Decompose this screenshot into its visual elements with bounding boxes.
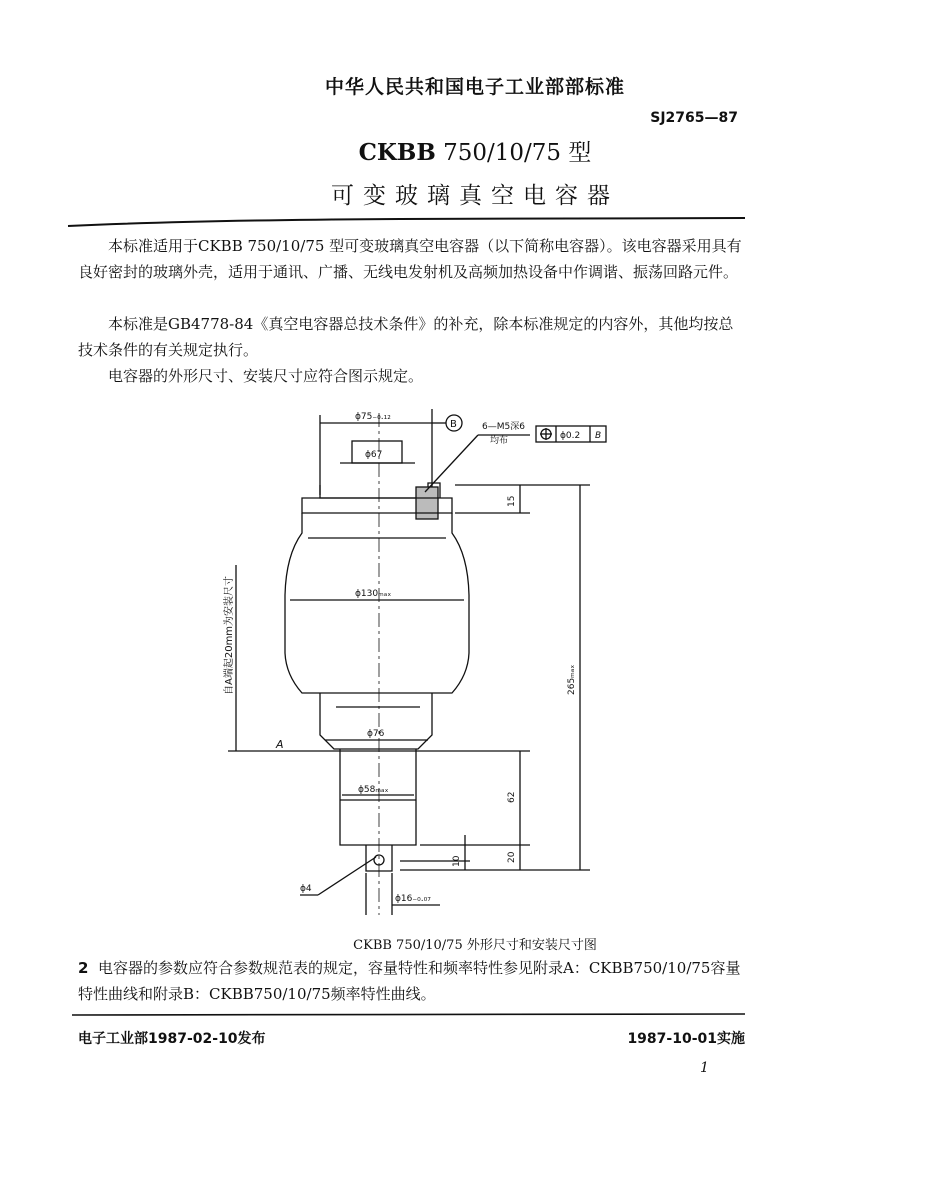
- model-prefix: CKBB: [358, 139, 436, 166]
- dim-15: 15: [507, 495, 517, 507]
- clause-text: 电容器的参数应符合参数规范表的规定，容量特性和频率特性参见附录A：CKBB750/10/75容量特性曲线和附录B：CKBB750/10/75频率特性曲线。: [78, 959, 741, 1003]
- clause-2: [78, 955, 746, 1007]
- dim-pin: ϕ16₋₀.₀₇: [395, 894, 431, 904]
- page-number: 1: [700, 1060, 709, 1076]
- dim-body: ϕ130ₘₐₓ: [355, 589, 392, 599]
- tolerance-value: ϕ0.2: [560, 431, 581, 441]
- outline-drawing: [0, 395, 950, 930]
- tolerance-datum: B: [595, 431, 602, 441]
- dim-hole: ϕ4: [300, 884, 312, 894]
- issue-date: 电子工业部1987-02-10发布: [78, 1031, 266, 1047]
- datum-a-label: A: [276, 738, 284, 751]
- dim-neck: ϕ76: [367, 729, 385, 739]
- issuing-organization: 中华人民共和国电子工业部部标准: [324, 76, 625, 98]
- dim-stem: ϕ58ₘₐₓ: [358, 785, 389, 795]
- dim-265: 265ₘₐₓ: [567, 664, 577, 695]
- installation-note: 自A端起20mm为安装尺寸: [224, 575, 235, 695]
- dim-20: 20: [507, 851, 517, 863]
- title-rule: [0, 0, 950, 240]
- paragraph-dimensions: 电容器的外形尺寸、安装尺寸应符合图示规定。: [108, 367, 424, 385]
- paragraph-scope: 本标准适用于CKBB 750/10/75 型可变玻璃真空电容器（以下简称电容器）。该电容器采用具有良好密封的玻璃外壳，适用于通讯、广播、无线电发射机及高频加热设备中作调谐、振荡回路元件。: [78, 237, 742, 281]
- datum-b-label: B: [450, 419, 457, 430]
- dim-top-diameter: ϕ75₋₀.₁₂: [355, 412, 391, 422]
- dim-10: 10: [452, 855, 462, 867]
- document-title-name: 可变玻璃真空电容器: [331, 183, 619, 209]
- effective-date: 1987-10-01实施: [627, 1031, 745, 1047]
- model-suffix: 750/10/75 型: [435, 140, 592, 166]
- standard-number: SJ2765—87: [650, 110, 738, 126]
- footer-rule: [0, 1010, 950, 1020]
- thread-note: 6—M5深6: [482, 422, 525, 432]
- clause-number: 2: [78, 959, 89, 977]
- thread-note-distribution: 均布: [490, 436, 509, 446]
- dim-62: 62: [507, 791, 517, 803]
- figure-caption: CKBB 750/10/75 外形尺寸和安装尺寸图: [353, 938, 597, 953]
- dim-cap: ϕ67: [365, 450, 383, 460]
- paragraph-reference: 本标准是GB4778-84《真空电容器总技术条件》的补充，除本标准规定的内容外，其他均按总技术条件的有关规定执行。: [78, 315, 734, 359]
